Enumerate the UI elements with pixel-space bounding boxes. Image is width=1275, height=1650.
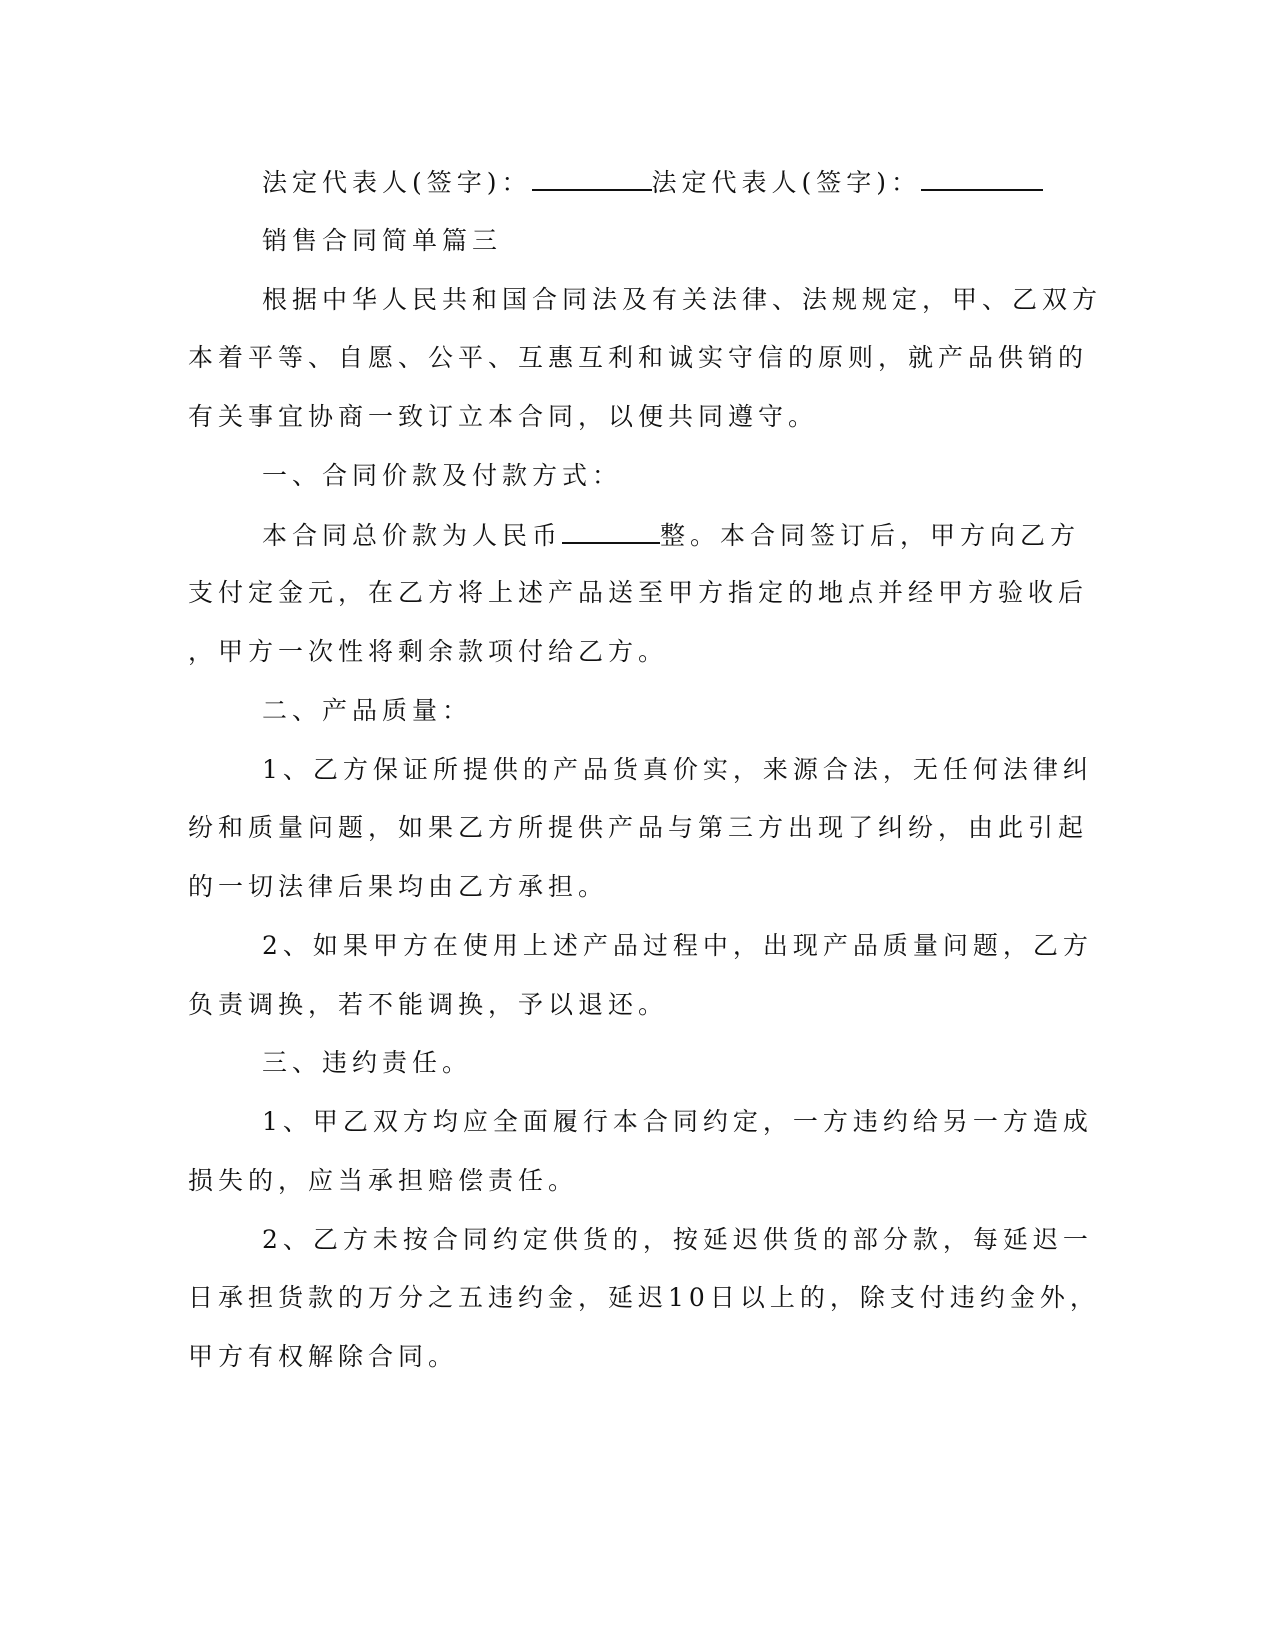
preamble-line-3: 有关事宜协商一致订立本合同，以便共同遵守。 xyxy=(188,402,819,431)
clause3-item2-line-2: 日承担货款的万分之五违约金，延迟10日以上的，除支付违约金外， xyxy=(188,1283,1100,1312)
clause3-item2-line-1: 2、乙方未按合同约定供货的，按延迟供货的部分款，每延迟一 xyxy=(262,1225,1093,1254)
signature-blank-party-a xyxy=(532,167,652,191)
clause2-item1-line-2: 纷和质量问题，如果乙方所提供产品与第三方出现了纠纷，由此引起 xyxy=(188,813,1089,842)
clause2-item2-line-1: 2、如果甲方在使用上述产品过程中，出现产品质量问题，乙方 xyxy=(262,931,1093,960)
clause2-item2-line-2: 负责调换，若不能调换，予以退还。 xyxy=(188,990,669,1019)
section-heading: 销售合同简单篇三 xyxy=(262,226,503,255)
clause1-line-1 xyxy=(262,520,1080,551)
signature-line xyxy=(262,167,1043,198)
signature-blank-party-b xyxy=(921,167,1043,191)
signature-label-party-a: 法定代表人(签字)： xyxy=(262,168,532,197)
clause3-item1-line-1: 1、甲乙双方均应全面履行本合同约定，一方违约给另一方造成 xyxy=(262,1107,1093,1136)
clause2-item1-line-1: 1、乙方保证所提供的产品货真价实，来源合法，无任何法律纠 xyxy=(262,755,1093,784)
clause3-title: 三、违约责任。 xyxy=(262,1048,473,1077)
preamble-line-1: 根据中华人民共和国合同法及有关法律、法规规定，甲、乙双方 xyxy=(262,285,1103,314)
clause1-line-2: 支付定金元，在乙方将上述产品送至甲方指定的地点并经甲方验收后 xyxy=(188,578,1089,607)
clause2-title: 二、产品质量： xyxy=(262,696,473,725)
clause1-line-3: ，甲方一次性将剩余款项付给乙方。 xyxy=(188,637,669,666)
clause1-title: 一、合同价款及付款方式： xyxy=(262,461,623,490)
price-blank xyxy=(562,520,660,544)
clause1-line-1-before: 本合同总价款为人民币 xyxy=(262,521,563,550)
clause1-line-1-after: 整。本合同签订后，甲方向乙方 xyxy=(660,521,1081,550)
signature-label-party-b: 法定代表人(签字)： xyxy=(651,168,922,197)
preamble-line-2: 本着平等、自愿、公平、互惠互利和诚实守信的原则，就产品供销的 xyxy=(188,343,1089,372)
clause3-item1-line-2: 损失的，应当承担赔偿责任。 xyxy=(188,1166,579,1195)
clause2-item1-line-3: 的一切法律后果均由乙方承担。 xyxy=(188,872,609,901)
clause3-item2-line-3: 甲方有权解除合同。 xyxy=(188,1342,459,1371)
